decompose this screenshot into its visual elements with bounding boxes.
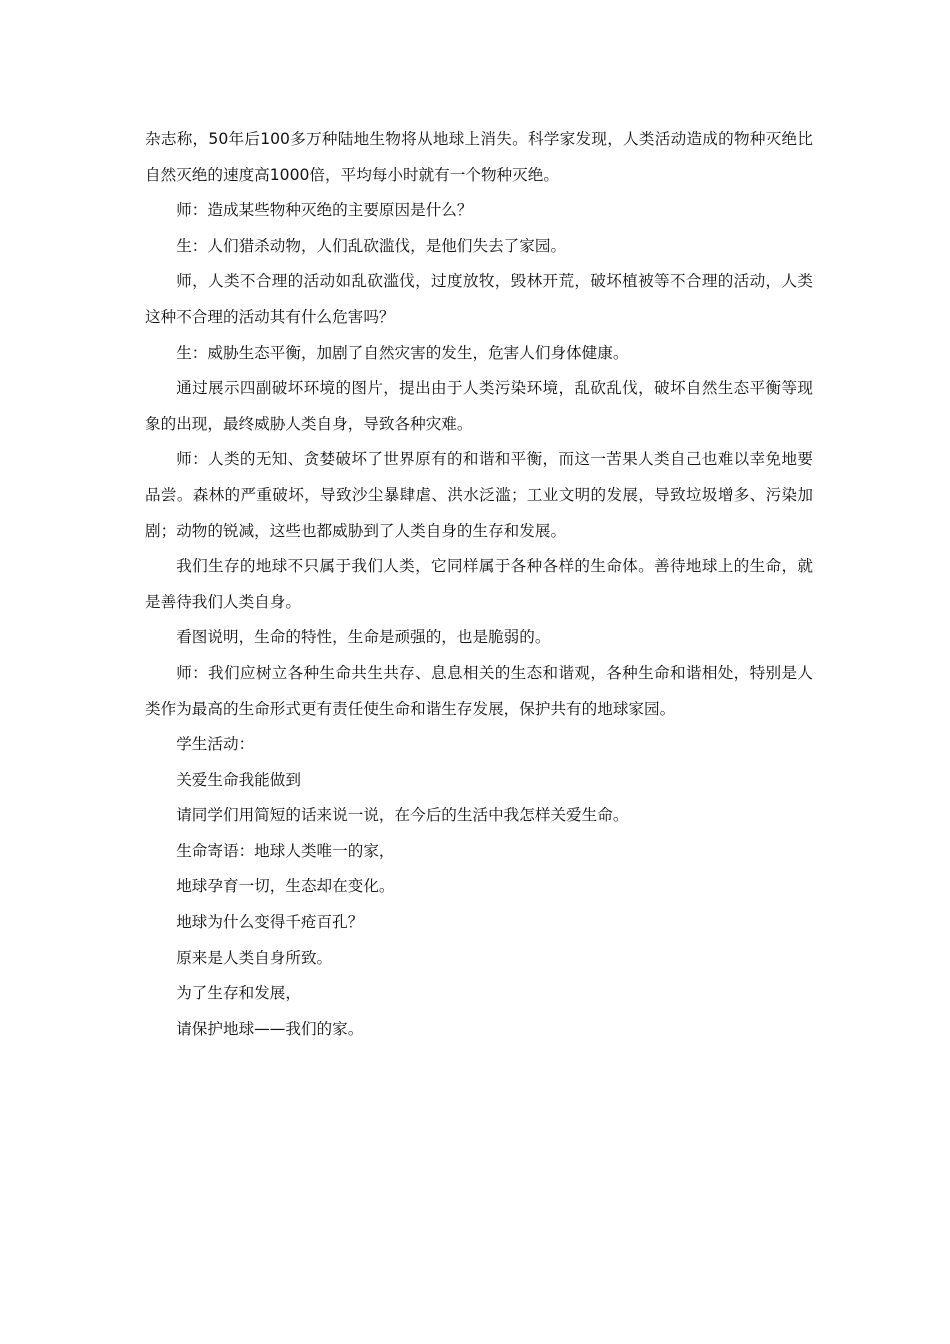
paragraph: 通过展示四副破坏环境的图片，提出由于人类污染环境，乱砍乱伐，破坏自然生态平衡等现象的出现，最终威胁人类自身，导致各种灾难。 [145, 379, 813, 433]
document-body [145, 122, 813, 1047]
paragraph: 生：威胁生态平衡，加剧了自然灾害的发生，危害人们身体健康。 [176, 343, 629, 362]
poem-line: 地球孕育一切，生态却在变化。 [176, 877, 395, 896]
poem-line: 地球为什么变得千疮百孔？ [176, 913, 364, 932]
poem-line: 原来是人类自身所致。 [176, 948, 333, 967]
poem-line: 为了生存和发展， [176, 984, 301, 1003]
paragraph: 师：造成某些物种灭绝的主要原因是什么？ [176, 201, 473, 220]
paragraph: 生：人们猎杀动物，人们乱砍滥伐，是他们失去了家园。 [176, 236, 567, 255]
paragraph: 师，人类不合理的活动如乱砍滥伐，过度放牧，毁林开荒，破坏植被等不合理的活动，人类这种不合理的活动其有什么危害吗？ [145, 272, 813, 326]
poem-line: 生命寄语：地球人类唯一的家， [176, 841, 395, 860]
paragraph: 师：我们应树立各种生命共生共存、息息相关的生态和谐观，各种生命和谐相处，特别是人类作为最高的生命形式更有责任使生命和谐生存发展，保护共有的地球家园。 [145, 663, 813, 718]
paragraph: 请同学们用简短的话来说一说，在今后的生活中我怎样关爱生命。 [176, 806, 629, 825]
paragraph: 看图说明，生命的特性，生命是顽强的，也是脆弱的。 [176, 628, 551, 647]
paragraph: 关爱生命我能做到 [176, 770, 301, 789]
paragraph: 师：人类的无知、贪婪破坏了世界原有的和谐和平衡，而这一苦果人类自己也难以幸免地要品尝。森林的严重破坏，导致沙尘暴肆虐、洪水泛滥；工业文明的发展，导致垃圾增多、污染加剧；动物的锐减，这些也都威胁到了人类自身的生存和发展。 [145, 450, 813, 540]
paragraph: 学生活动： [176, 735, 255, 754]
paragraph: 我们生存的地球不只属于我们人类，它同样属于各种各样的生命体。善待地球上的生命，就是善待我们人类自身。 [145, 557, 813, 611]
poem-line: 请保护地球——我们的家。 [176, 1019, 364, 1038]
paragraph: 杂志称，50年后100多万种陆地生物将从地球上消失。科学家发现，人类活动造成的物种灭绝比自然灭绝的速度高1000倍，平均每小时就有一个物种灭绝。 [145, 130, 813, 184]
